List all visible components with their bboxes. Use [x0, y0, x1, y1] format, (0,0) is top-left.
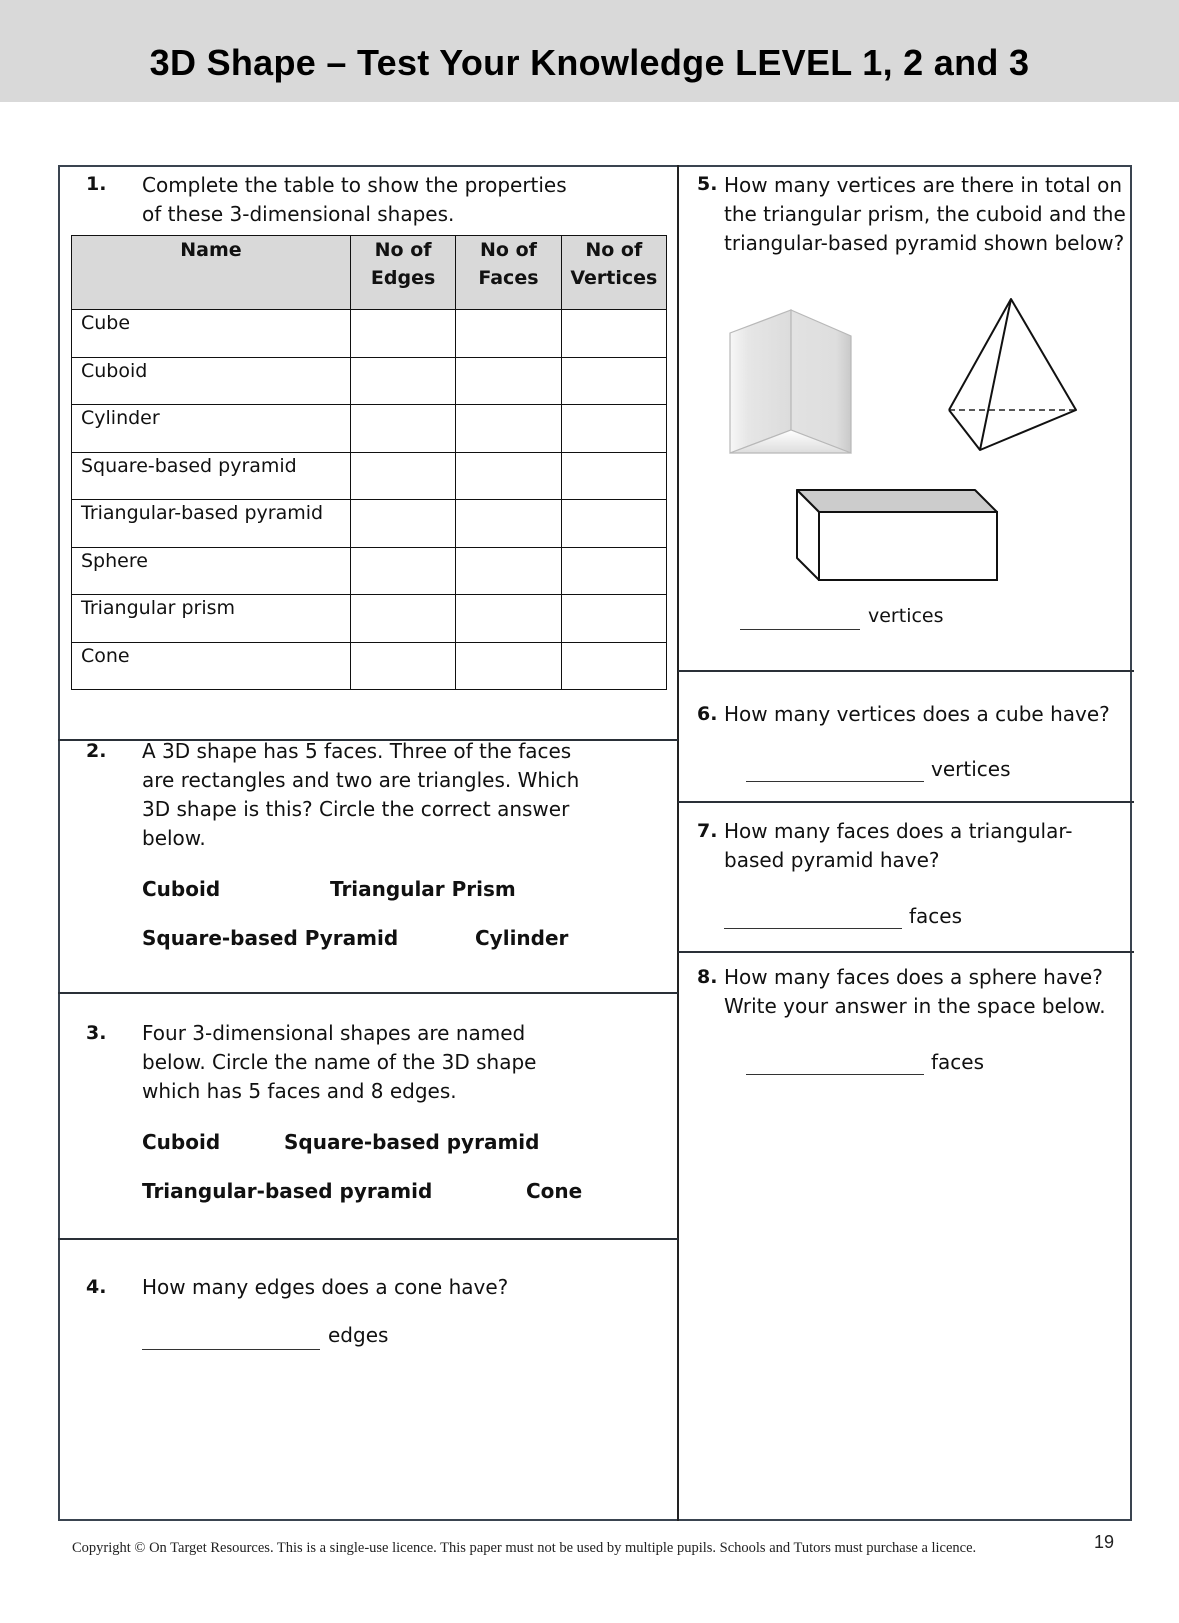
faces-answer-cell[interactable] [456, 547, 561, 595]
question-number: 7. [697, 820, 718, 842]
cuboid-figure [795, 488, 1000, 588]
answer-blank[interactable] [740, 610, 860, 630]
question-text-line: Complete the table to show the properties [142, 173, 567, 197]
page-title: 3D Shape – Test Your Knowledge LEVEL 1, 2 and 3 [149, 42, 1030, 83]
question-number: 6. [697, 703, 718, 725]
shape-name-cell: Sphere [72, 547, 351, 595]
faces-answer-cell[interactable] [456, 642, 561, 690]
answer-option-triangular-prism[interactable]: Triangular Prism [330, 877, 516, 901]
faces-answer-cell[interactable] [456, 405, 561, 453]
table-header-row [72, 236, 667, 310]
question-number: 8. [697, 966, 718, 988]
answer-option-cuboid[interactable]: Cuboid [142, 1130, 221, 1154]
edges-answer-cell[interactable] [350, 500, 455, 548]
divider-q3-q4 [58, 1238, 678, 1240]
edges-answer-cell[interactable] [350, 310, 455, 358]
question-text-line: How many faces does a triangular- [724, 819, 1073, 843]
vertices-answer-cell[interactable] [561, 405, 666, 453]
vertices-answer-cell[interactable] [561, 595, 666, 643]
question-text [142, 171, 567, 229]
shape-name-cell: Triangular prism [72, 595, 351, 643]
shape-name-cell: Cone [72, 642, 351, 690]
answer-option-triangular-based-pyramid[interactable]: Triangular-based pyramid [142, 1179, 433, 1203]
question-text-line: of these 3-dimensional shapes. [142, 202, 455, 226]
column-header-faces: No of Faces [456, 236, 561, 310]
faces-answer-cell[interactable] [456, 452, 561, 500]
vertices-answer-cell[interactable] [561, 500, 666, 548]
edges-answer-cell[interactable] [350, 452, 455, 500]
column-header-edges: No of Edges [350, 236, 455, 310]
shape-name-cell: Cylinder [72, 405, 351, 453]
question-text-line: Write your answer in the space below. [724, 994, 1106, 1018]
answer-blank[interactable] [724, 909, 902, 929]
vertices-answer-cell[interactable] [561, 357, 666, 405]
answer-option-cylinder[interactable]: Cylinder [475, 926, 569, 950]
table-row [72, 595, 667, 643]
question-text-line: the triangular prism, the cuboid and the [724, 202, 1126, 226]
cuboid-top-face [797, 490, 997, 512]
column-header-name: Name [72, 236, 351, 310]
question-text [142, 1019, 536, 1106]
answer-blank[interactable] [746, 762, 924, 782]
triangular-based-pyramid-figure [945, 295, 1080, 455]
edges-answer-cell[interactable] [350, 405, 455, 453]
question-text-line: 3D shape is this? Circle the correct answer [142, 797, 570, 821]
table-row [72, 547, 667, 595]
vertices-answer-cell[interactable] [561, 642, 666, 690]
question-text-line: How many faces does a sphere have? [724, 965, 1103, 989]
question-number: 3. [86, 1022, 107, 1044]
question-text [142, 737, 579, 853]
shape-name-cell: Cube [72, 310, 351, 358]
question-number: 4. [86, 1276, 107, 1298]
faces-answer-cell[interactable] [456, 310, 561, 358]
question-text: How many edges does a cone have? [142, 1275, 509, 1299]
table-row [72, 405, 667, 453]
question-text-line: triangular-based pyramid shown below? [724, 231, 1125, 255]
table-row [72, 357, 667, 405]
question-text-line: How many vertices are there in total on [724, 173, 1122, 197]
table-row [72, 452, 667, 500]
answer-option-cone[interactable]: Cone [526, 1179, 583, 1203]
question-text-line: A 3D shape has 5 faces. Three of the faces [142, 739, 572, 763]
edges-answer-cell[interactable] [350, 595, 455, 643]
question-text [724, 817, 1073, 875]
question-number: 2. [86, 740, 107, 762]
edges-answer-cell[interactable] [350, 357, 455, 405]
page-number: 19 [1094, 1532, 1115, 1552]
table-row [72, 310, 667, 358]
question-text-line: below. [142, 826, 206, 850]
shape-name-cell: Triangular-based pyramid [72, 500, 351, 548]
shape-name-cell: Square-based pyramid [72, 452, 351, 500]
divider-q6-q7 [678, 801, 1134, 803]
question-text-line: are rectangles and two are triangles. Which [142, 768, 580, 792]
column-divider [677, 165, 679, 1521]
faces-answer-cell[interactable] [456, 595, 561, 643]
divider-q2-q3 [58, 992, 678, 994]
answer-blank[interactable] [142, 1330, 320, 1350]
pyramid-front-edge [980, 299, 1011, 450]
answer-unit: edges [328, 1323, 389, 1347]
answer-unit: faces [909, 904, 963, 928]
divider-q5-q6 [678, 670, 1134, 672]
column-header-vertices: No of Vertices [561, 236, 666, 310]
question-text-line: Four 3-dimensional shapes are named [142, 1021, 526, 1045]
answer-option-square-based-pyramid[interactable]: Square-based Pyramid [142, 926, 399, 950]
divider-q7-q8 [678, 951, 1134, 953]
cuboid-front-face [819, 512, 997, 580]
question-text-line: which has 5 faces and 8 edges. [142, 1079, 457, 1103]
triangular-prism-figure [725, 305, 855, 457]
vertices-answer-cell[interactable] [561, 547, 666, 595]
table-row [72, 500, 667, 548]
question-text-line: based pyramid have? [724, 848, 940, 872]
vertices-answer-cell[interactable] [561, 310, 666, 358]
copyright-notice: Copyright © On Target Resources. This is a single-use licence. This paper must not be used by multiple pupils. Schools and Tutors must purchase a licence. [72, 1540, 977, 1556]
shape-name-cell: Cuboid [72, 357, 351, 405]
answer-option-square-based-pyramid[interactable]: Square-based pyramid [284, 1130, 540, 1154]
faces-answer-cell[interactable] [456, 500, 561, 548]
question-text [724, 963, 1106, 1021]
question-text-line: below. Circle the name of the 3D shape [142, 1050, 537, 1074]
question-number: 5. [697, 173, 718, 195]
answer-option-cuboid[interactable]: Cuboid [142, 877, 221, 901]
edges-answer-cell[interactable] [350, 547, 455, 595]
vertices-answer-cell[interactable] [561, 452, 666, 500]
answer-unit: faces [931, 1050, 985, 1074]
prism-left-face [730, 310, 791, 453]
prism-right-face [791, 310, 851, 453]
question-text: How many vertices does a cube have? [724, 702, 1110, 726]
faces-answer-cell[interactable] [456, 357, 561, 405]
question-number: 1. [86, 173, 107, 195]
answer-unit: vertices [868, 605, 944, 627]
answer-blank[interactable] [746, 1055, 924, 1075]
table-row [72, 642, 667, 690]
edges-answer-cell[interactable] [350, 642, 455, 690]
shape-properties-table [71, 235, 667, 690]
question-text [724, 171, 1126, 258]
answer-unit: vertices [931, 757, 1011, 781]
pyramid-outline [949, 299, 1076, 450]
